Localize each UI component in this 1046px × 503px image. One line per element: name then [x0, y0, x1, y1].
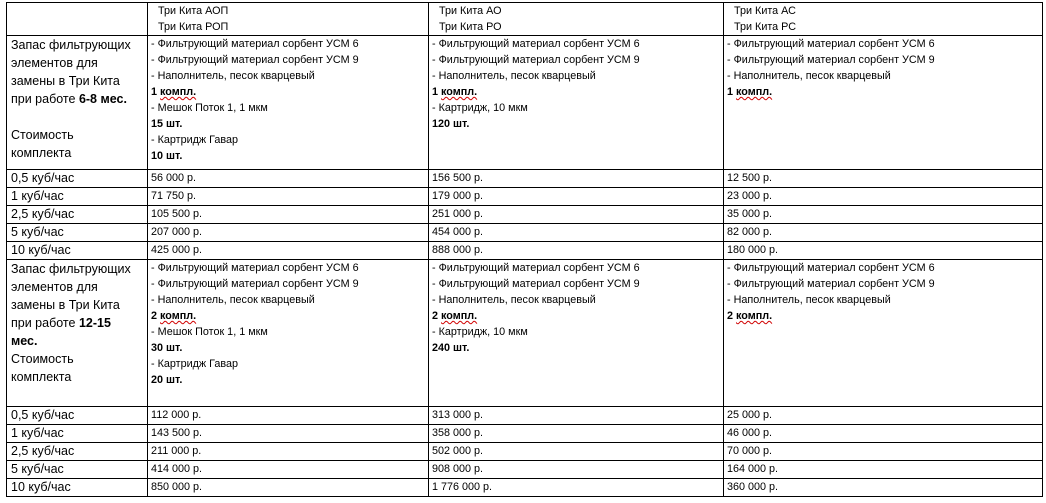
price-as: 35 000 р. [724, 206, 1043, 224]
label-line: комплекта [11, 146, 72, 160]
section2-col-ao-contents [429, 260, 724, 407]
price-aop: 207 000 р. [148, 224, 429, 242]
section1-col-ao-contents [429, 36, 724, 170]
quantity-number: 1 [727, 86, 734, 98]
material-item: - Фильтрующий материал сорбент УСМ 6 [151, 262, 359, 274]
flow-rate-label: 5 куб/час [7, 224, 148, 242]
material-item: - Фильтрующий материал сорбент УСМ 9 [432, 54, 640, 66]
price-ao: 1 776 000 р. [429, 479, 724, 497]
price-ao: 251 000 р. [429, 206, 724, 224]
quantity-number: 2 [151, 310, 158, 322]
price-aop: 143 500 р. [148, 425, 429, 443]
price-ao: 358 000 р. [429, 425, 724, 443]
flow-rate-label: 0,5 куб/час [7, 407, 148, 425]
label-gap [11, 108, 144, 126]
material-item: - Наполнитель, песок кварцевый [151, 294, 315, 306]
flow-rate-label: 2,5 куб/час [7, 206, 148, 224]
price-as: 70 000 р. [724, 443, 1043, 461]
flow-rate-label: 2,5 куб/час [7, 443, 148, 461]
quantity [151, 84, 425, 100]
label-line: комплекта [11, 370, 72, 384]
label-period-unit: мес. [11, 334, 38, 348]
material-item: - Картридж Гавар [151, 358, 239, 370]
quantity [432, 308, 720, 324]
price-aop: 414 000 р. [148, 461, 429, 479]
flow-rate-label: 1 куб/час [7, 425, 148, 443]
header-model: Три Кита РС [734, 21, 797, 33]
price-aop: 850 000 р. [148, 479, 429, 497]
material-item: - Мешок Поток 1, 1 мкм [151, 326, 268, 338]
price-ao: 313 000 р. [429, 407, 724, 425]
material-item: - Фильтрующий материал сорбент УСМ 6 [432, 262, 640, 274]
quantity: 10 шт. [151, 150, 183, 162]
label-line [11, 314, 144, 332]
price-row [7, 224, 1043, 242]
label-line: замены в Три Кита [11, 74, 120, 88]
label-line: Запас фильтрующих [11, 38, 131, 52]
material-item: - Наполнитель, песок кварцевый [727, 294, 891, 306]
price-aop: 211 000 р. [148, 443, 429, 461]
price-row [7, 170, 1043, 188]
material-item: - Фильтрующий материал сорбент УСМ 9 [151, 278, 359, 290]
price-ao: 888 000 р. [429, 242, 724, 260]
material-item: - Наполнитель, песок кварцевый [727, 70, 891, 82]
quantity-number: 1 [151, 86, 158, 98]
price-table [6, 2, 1043, 497]
price-as: 23 000 р. [724, 188, 1043, 206]
material-item: - Картридж, 10 мкм [432, 102, 528, 114]
label-line: Стоимость [11, 352, 74, 366]
quantity-unit: компл. [736, 310, 773, 322]
label-line: Стоимость [11, 128, 74, 142]
material-item: - Фильтрующий материал сорбент УСМ 9 [727, 54, 935, 66]
material-item: - Фильтрующий материал сорбент УСМ 6 [151, 38, 359, 50]
material-item: - Фильтрующий материал сорбент УСМ 6 [727, 262, 935, 274]
flow-rate-label: 5 куб/час [7, 461, 148, 479]
quantity-number: 1 [432, 86, 439, 98]
label-period-prefix: при работе [11, 316, 79, 330]
section2-description-row [7, 260, 1043, 407]
header-empty-cell [7, 3, 148, 36]
price-as: 180 000 р. [724, 242, 1043, 260]
quantity-unit: компл. [441, 86, 478, 98]
price-as: 25 000 р. [724, 407, 1043, 425]
section1-description-row [7, 36, 1043, 170]
price-as: 360 000 р. [724, 479, 1043, 497]
material-item: - Фильтрующий материал сорбент УСМ 9 [727, 278, 935, 290]
price-row [7, 242, 1043, 260]
material-item: - Фильтрующий материал сорбент УСМ 9 [432, 278, 640, 290]
label-line: замены в Три Кита [11, 298, 120, 312]
price-ao: 502 000 р. [429, 443, 724, 461]
quantity: 20 шт. [151, 374, 183, 386]
quantity: 30 шт. [151, 342, 183, 354]
price-row [7, 188, 1043, 206]
quantity: 240 шт. [432, 342, 470, 354]
section1-col-aop-contents [148, 36, 429, 170]
quantity-number: 2 [727, 310, 734, 322]
price-ao: 908 000 р. [429, 461, 724, 479]
price-ao: 156 500 р. [429, 170, 724, 188]
section2-col-as-contents [724, 260, 1043, 407]
price-aop: 71 750 р. [148, 188, 429, 206]
label-period-prefix: при работе [11, 92, 79, 106]
material-item: - Картридж Гавар [151, 134, 239, 146]
header-row [7, 3, 1043, 36]
material-item: - Фильтрующий материал сорбент УСМ 6 [727, 38, 935, 50]
price-ao: 454 000 р. [429, 224, 724, 242]
price-row [7, 425, 1043, 443]
flow-rate-label: 10 куб/час [7, 479, 148, 497]
quantity: 15 шт. [151, 118, 183, 130]
section1-col-as-contents [724, 36, 1043, 170]
flow-rate-label: 1 куб/час [7, 188, 148, 206]
header-model: Три Кита РО [439, 21, 502, 33]
header-col-as [724, 3, 1043, 36]
flow-rate-label: 10 куб/час [7, 242, 148, 260]
section2-col-aop-contents [148, 260, 429, 407]
price-aop: 105 500 р. [148, 206, 429, 224]
header-col-aop [148, 3, 429, 36]
price-as: 164 000 р. [724, 461, 1043, 479]
quantity-unit: компл. [441, 310, 478, 322]
header-model: Три Кита РОП [158, 21, 229, 33]
quantity [727, 308, 1039, 324]
label-period: 12-15 [78, 316, 111, 330]
price-ao: 179 000 р. [429, 188, 724, 206]
price-aop: 425 000 р. [148, 242, 429, 260]
price-row [7, 206, 1043, 224]
section1-label [7, 36, 148, 170]
price-as: 12 500 р. [724, 170, 1043, 188]
quantity-unit: компл. [736, 86, 773, 98]
price-as: 82 000 р. [724, 224, 1043, 242]
price-aop: 56 000 р. [148, 170, 429, 188]
material-item: - Наполнитель, песок кварцевый [151, 70, 315, 82]
quantity [727, 84, 1039, 100]
label-line: элементов для [11, 280, 98, 294]
material-item: - Наполнитель, песок кварцевый [432, 294, 596, 306]
price-row [7, 479, 1043, 497]
header-model: Три Кита АС [734, 5, 796, 17]
flow-rate-label: 0,5 куб/час [7, 170, 148, 188]
label-line: элементов для [11, 56, 98, 70]
label-period: 6-8 мес. [78, 92, 127, 106]
header-model: Три Кита АОП [158, 5, 229, 17]
header-model: Три Кита АО [439, 5, 502, 17]
quantity-number: 2 [432, 310, 439, 322]
price-row [7, 461, 1043, 479]
material-item: - Картридж, 10 мкм [432, 326, 528, 338]
quantity-unit: компл. [160, 86, 197, 98]
quantity [151, 308, 425, 324]
label-line [11, 90, 144, 108]
header-col-ao [429, 3, 724, 36]
material-item: - Фильтрующий материал сорбент УСМ 9 [151, 54, 359, 66]
price-aop: 112 000 р. [148, 407, 429, 425]
price-as: 46 000 р. [724, 425, 1043, 443]
material-item: - Фильтрующий материал сорбент УСМ 6 [432, 38, 640, 50]
quantity: 120 шт. [432, 118, 470, 130]
price-row [7, 443, 1043, 461]
quantity [432, 84, 720, 100]
material-item: - Наполнитель, песок кварцевый [432, 70, 596, 82]
quantity-unit: компл. [160, 310, 197, 322]
label-line: Запас фильтрующих [11, 262, 131, 276]
price-row [7, 407, 1043, 425]
material-item: - Мешок Поток 1, 1 мкм [151, 102, 268, 114]
section2-label [7, 260, 148, 407]
